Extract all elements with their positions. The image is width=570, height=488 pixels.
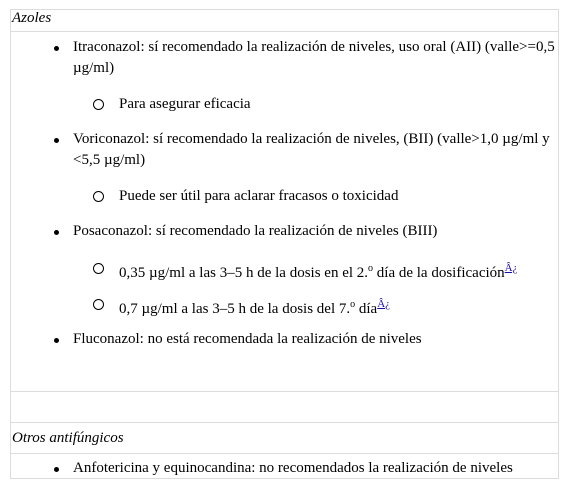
list-item-itraconazol: Itraconazol: sí recomendado la realización de niveles, uso oral (AII) (valle>=0,5 µg/ml) — [73, 39, 555, 76]
row-divider — [11, 453, 558, 454]
sub-bullet-circle — [93, 191, 104, 202]
dose-text-end: día — [355, 301, 378, 317]
list-item-fluconazol: Fluconazol: no está recomendada la realización de niveles — [73, 331, 422, 347]
sub-item-itraconazol: Para asegurar eficacia — [119, 96, 251, 112]
row-divider — [11, 9, 558, 10]
dose-text-end: día de la dosificación — [373, 265, 505, 281]
sub-item-posaconazol-2 — [119, 294, 390, 319]
reference-link[interactable]: Â¿ — [504, 262, 518, 274]
antifungal-table — [10, 9, 559, 479]
row-divider — [11, 391, 558, 392]
section-title-otros: Otros antifúngicos — [12, 430, 124, 446]
sub-bullet-circle — [93, 99, 104, 110]
section-title-azoles: Azoles — [12, 10, 52, 26]
bullet-dot — [54, 46, 59, 51]
sub-bullet-circle — [93, 263, 104, 274]
sub-bullet-circle — [93, 299, 104, 310]
ordinal-marker: o — [350, 299, 356, 310]
dose-text: 0,7 µg/ml a las 3–5 h de la dosis del 7. — [119, 301, 351, 317]
list-item-anfotericina: Anfotericina y equinocandina: no recomendados la realización de niveles — [73, 460, 513, 476]
ordinal-marker: o — [368, 263, 374, 274]
row-divider — [11, 422, 558, 423]
row-divider — [11, 31, 558, 32]
sub-item-posaconazol-1 — [119, 258, 517, 283]
reference-link[interactable]: Â¿ — [377, 298, 391, 310]
dose-text: 0,35 µg/ml a las 3–5 h de la dosis en el 2. — [119, 265, 369, 281]
bullet-dot — [54, 138, 59, 143]
bullet-dot — [54, 338, 59, 343]
row-divider — [11, 478, 558, 479]
sub-item-voriconazol: Puede ser útil para aclarar fracasos o toxicidad — [119, 188, 399, 204]
bullet-dot — [54, 230, 59, 235]
list-item-voriconazol: Voriconazol: sí recomendado la realización de niveles, (BII) (valle>1,0 µg/ml y <5,5 µg/ml) — [73, 131, 550, 168]
bullet-dot — [54, 467, 59, 472]
list-item-posaconazol: Posaconazol: sí recomendado la realización de niveles (BIII) — [73, 223, 438, 239]
